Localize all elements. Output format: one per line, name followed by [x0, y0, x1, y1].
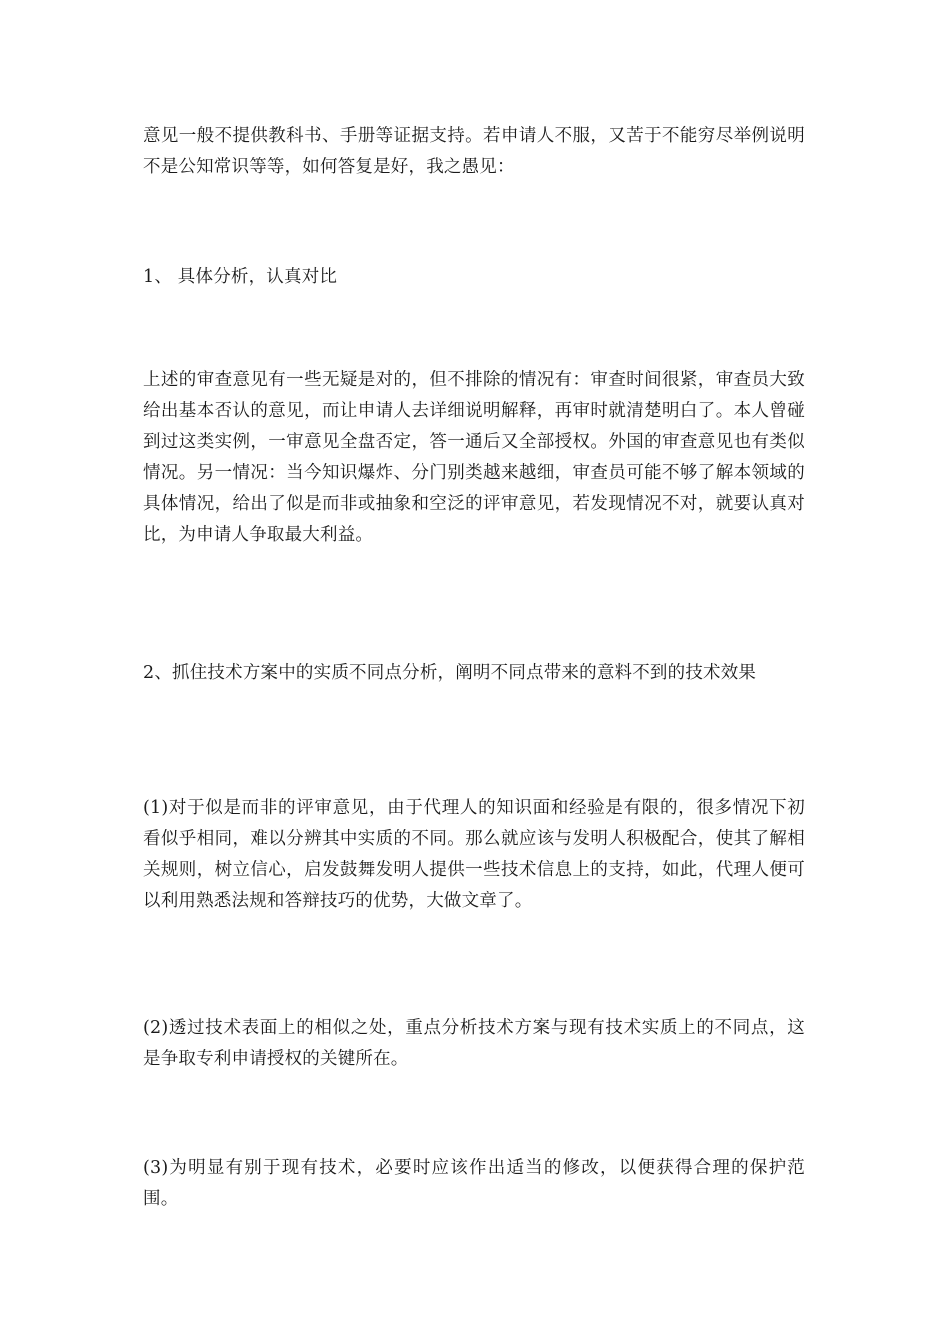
section-heading-2: 2、抓住技术方案中的实质不同点分析，阐明不同点带来的意料不到的技术效果	[143, 663, 757, 683]
analysis-paragraph: 上述的审查意见有一些无疑是对的，但不排除的情况有：审查时间很紧，审查员大致给出基本否认的意见，而让申请人去详细说明解释，再审时就清楚明白了。本人曾碰到过这类实例，一审意见全盘否定，答一通后又全部授权。外国的审查意见也有类似情况。另一情况：当今知识爆炸、分门别类越来越细，审查员可能不够了解本领域的具体情况，给出了似是而非或抽象和空泛的评审意见，若发现情况不对，就要认真对比，为申请人争取最大利益。	[143, 370, 805, 545]
point-3-paragraph: (3)为明显有别于现有技术，必要时应该作出适当的修改，以便获得合理的保护范围。	[143, 1158, 805, 1209]
point-1-paragraph: (1)对于似是而非的评审意见，由于代理人的知识面和经验是有限的，很多情况下初看似乎相同，难以分辨其中实质的不同。那么就应该与发明人积极配合，使其了解相关规则，树立信心，启发鼓舞发明人提供一些技术信息上的支持，如此，代理人便可以利用熟悉法规和答辩技巧的优势，大做文章了。	[143, 798, 805, 911]
intro-paragraph: 意见一般不提供教科书、手册等证据支持。若申请人不服，又苦于不能穷尽举例说明不是公知常识等等，如何答复是好，我之愚见：	[143, 126, 805, 177]
point-2-paragraph: (2)透过技术表面上的相似之处，重点分析技术方案与现有技术实质上的不同点，这是争取专利申请授权的关键所在。	[143, 1018, 805, 1069]
section-heading-1: 1、 具体分析，认真对比	[143, 267, 338, 287]
